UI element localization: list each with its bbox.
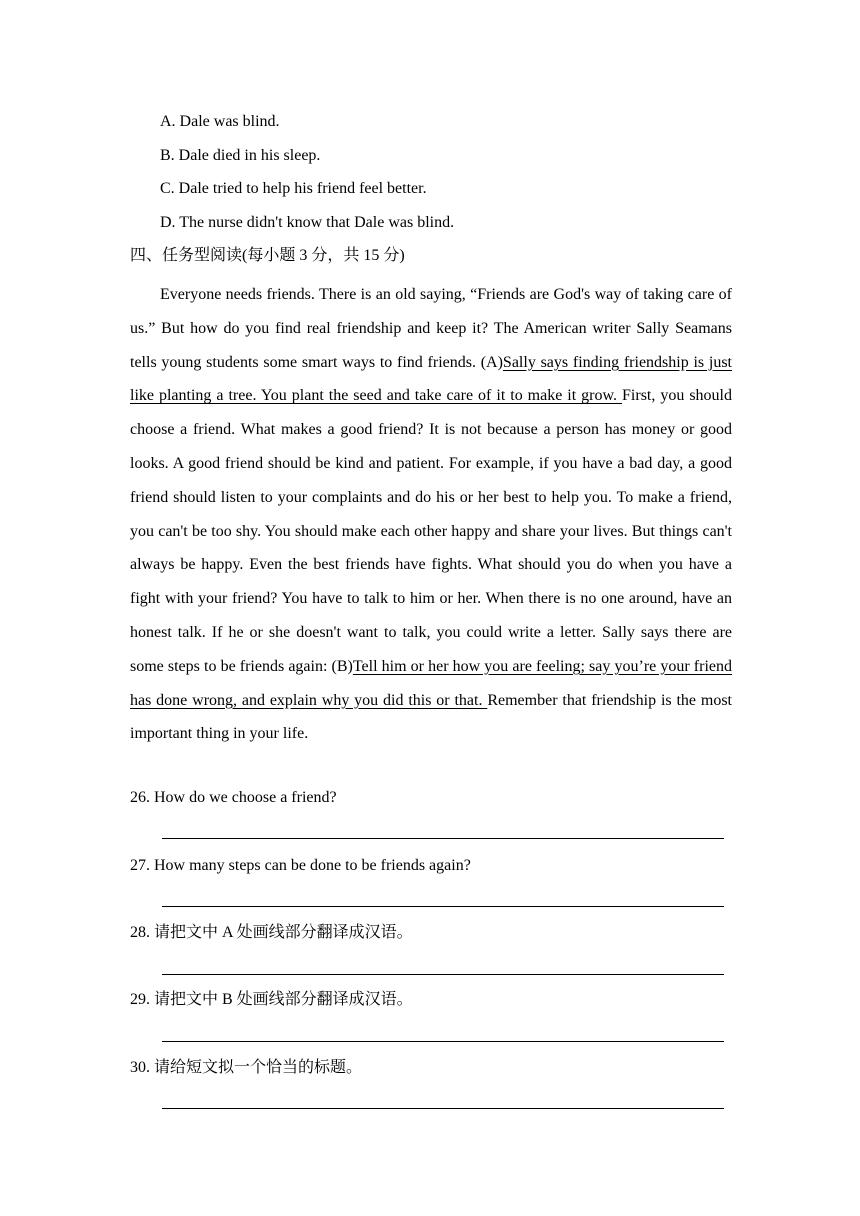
underlined-sentence-b: Tell him or her how you are feeling; say you’re your friend has done wrong, and explain why you did this or that. [130, 657, 733, 709]
answer-option-c: C. Dale tried to help his friend feel better. [160, 180, 427, 197]
passage-text-2: First, you should choose a friend. What makes a good friend? It is not because a person has money or good looks. A good friend should be kind and patient. For example, if you have a bad day, a good friend should listen to your complaints and do his or her best to help you. To make a friend, you can't be too shy. You should make each other happy and share your lives. But things can't always be happy. Even the best friends have fights. What should you do when you have a fight with your friend? You have to talk to him or her. When there is no one around, have an honest talk. If he or she doesn't want to talk, you could write a letter. Sally says there are some steps to be friends again: (B) [130, 387, 733, 675]
passage-text-3: Remember that friendship is the most important thing in your life. [130, 691, 732, 743]
question-26: 26. How do we choose a friend? [130, 789, 337, 806]
question-27: 27. How many steps can be done to be friends again? [130, 857, 471, 874]
answer-line-29[interactable] [162, 1041, 724, 1042]
answer-line-28[interactable] [162, 974, 724, 975]
reading-passage [130, 278, 732, 751]
answer-option-a: A. Dale was blind. [160, 113, 280, 130]
answer-option-d: D. The nurse didn't know that Dale was blind. [160, 214, 455, 231]
question-29: 29. 请把文中 B 处画线部分翻译成汉语。 [130, 991, 413, 1008]
passage-text-1: Everyone needs friends. There is an old saying, “Friends are God's way of taking care of us.” But how do you find real friendship and keep it? The American writer Sally Seamans tells young students some smart ways to find friends. (A) [130, 286, 732, 371]
question-30: 30. 请给短文拟一个恰当的标题。 [130, 1059, 363, 1076]
answer-option-b: B. Dale died in his sleep. [160, 147, 321, 164]
answer-line-30[interactable] [162, 1108, 724, 1109]
underlined-sentence-a: Sally says finding friendship is just like planting a tree. You plant the seed and take care of it to make it grow. [130, 353, 732, 405]
section-heading: 四、任务型阅读(每小题 3 分，共 15 分) [130, 247, 405, 264]
answer-line-27[interactable] [162, 906, 724, 907]
answer-line-26[interactable] [162, 838, 724, 839]
question-28: 28. 请把文中 A 处画线部分翻译成汉语。 [130, 924, 413, 941]
